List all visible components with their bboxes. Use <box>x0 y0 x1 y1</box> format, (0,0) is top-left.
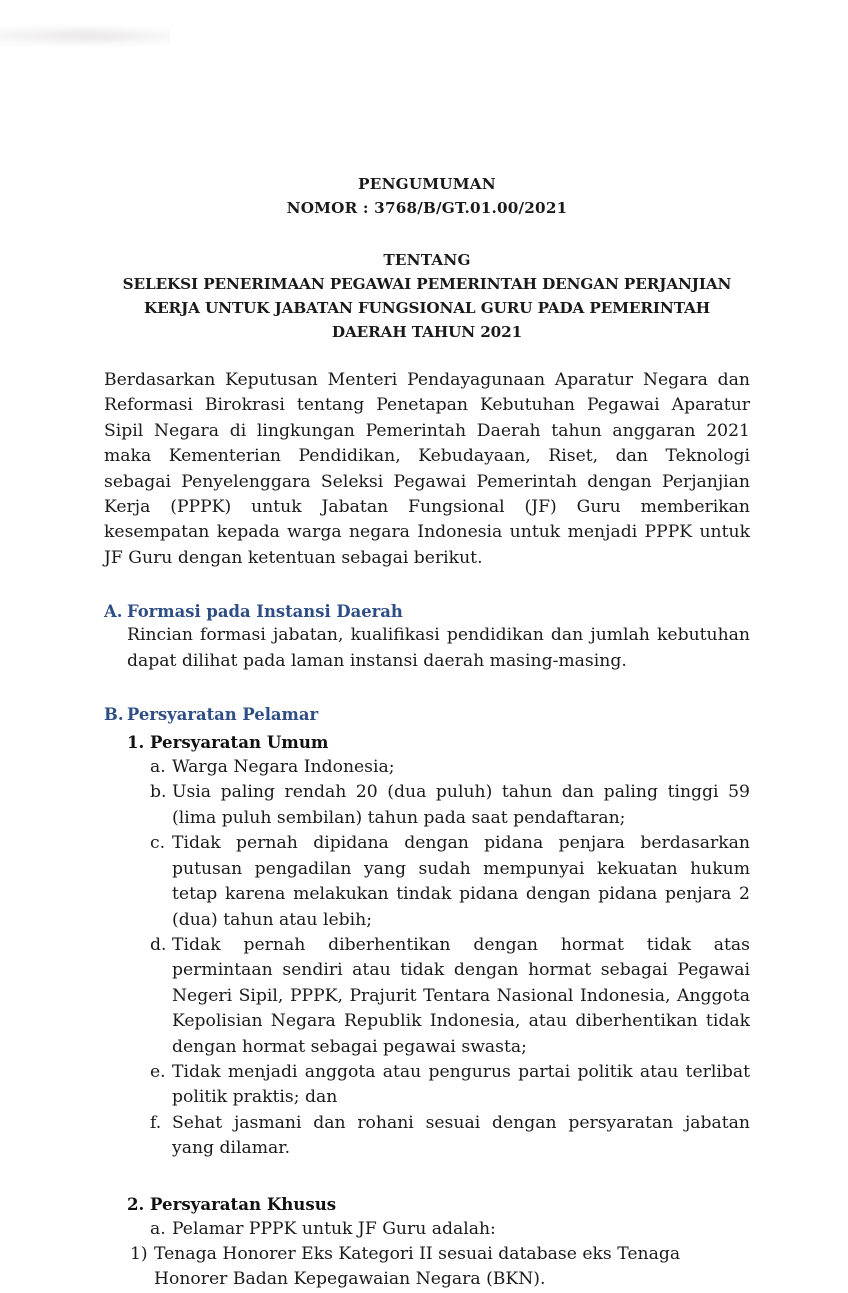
list-item <box>150 1111 750 1162</box>
announcement-number: NOMOR : 3768/B/GT.01.00/2021 <box>286 199 568 217</box>
list-text: Tidak pernah dipidana dengan pidana penjara berdasarkan putusan pengadilan yang sudah mempunyai kekuatan hukum tetap karena melakukan tindak pidana dengan pidana penjara 2 (dua) tahun atau lebih; <box>172 833 750 930</box>
list-marker: 1) <box>130 1243 148 1264</box>
subsection-b2-marker: 2. <box>127 1193 145 1214</box>
general-requirements-list <box>150 755 750 1162</box>
section-b-title: Persyaratan Pelamar <box>127 705 319 725</box>
subsection-b1-marker: 1. <box>127 732 145 753</box>
list-item <box>150 831 750 933</box>
document-content <box>104 0 750 1293</box>
list-text: Tenaga Honorer Eks Kategori II sesuai database eks Tenaga Honorer Badan Kepegawaian Negara (BKN). <box>154 1243 681 1290</box>
list-marker: d. <box>150 934 167 955</box>
special-requirements-list <box>150 1217 750 1242</box>
announcement-header <box>104 0 750 344</box>
section-spacer <box>104 1162 750 1188</box>
list-item <box>150 933 750 1060</box>
list-item <box>150 755 750 780</box>
list-text: Tidak pernah diberhentikan dengan hormat tidak atas permintaan sendiri atau tidak dengan hormat sebagai Pegawai Negeri Sipil, PPPK, Prajurit Tentara Nasional Indonesia, Anggota Kepolisian Negara Republik Indonesia, atau diberhentikan tidak dengan hormat sebagai pegawai swasta; <box>172 934 750 1057</box>
section-a <box>104 601 750 674</box>
list-item <box>150 780 750 831</box>
nested-list-holder <box>104 1242 750 1293</box>
list-item <box>150 1060 750 1111</box>
list-marker: a. <box>150 1218 166 1239</box>
intro-paragraph: Berdasarkan Keputusan Menteri Pendayagunaan Aparatur Negara dan Reformasi Birokrasi tentang Penetapan Kebutuhan Pegawai Aparatur Sipil Negara di lingkungan Pemerintah Daerah tahun anggaran 2021 maka Kementerian Pendidikan, Kebudayaan, Riset, dan Teknologi sebagai Penyelenggara Seleksi Pegawai Pemerintah dengan Perjanjian Kerja (PPPK) untuk Jabatan Fungsional (JF) Guru memberikan kesempatan kepada warga negara Indonesia untuk menjadi PPPK untuk JF Guru dengan ketentuan sebagai berikut. <box>104 370 750 568</box>
section-a-marker: A. <box>104 602 123 622</box>
list-marker: c. <box>150 833 166 854</box>
announcement-label: PENGUMUMAN <box>358 175 496 193</box>
section-a-heading <box>104 601 750 623</box>
list-marker: a. <box>150 757 166 778</box>
announcement-subject <box>104 272 750 344</box>
list-item <box>150 1217 750 1242</box>
section-b <box>104 704 750 1293</box>
about-label: TENTANG <box>383 251 471 269</box>
list-text: Pelamar PPPK untuk JF Guru adalah: <box>172 1218 496 1239</box>
list-marker: f. <box>150 1112 162 1133</box>
section-a-title: Formasi pada Instansi Daerah <box>127 602 403 622</box>
section-b-marker: B. <box>104 705 124 725</box>
list-text: Sehat jasmani dan rohani sesuai dengan persyaratan jabatan yang dilamar. <box>172 1112 750 1159</box>
subsection-b2-title: Persyaratan Khusus <box>150 1193 337 1214</box>
list-text: Tidak menjadi anggota atau pengurus partai politik atau terlibat politik praktis; dan <box>172 1061 750 1108</box>
subsection-b1-heading <box>127 730 750 754</box>
list-marker: b. <box>150 782 167 803</box>
list-item <box>130 1242 750 1293</box>
section-a-body: Rincian formasi jabatan, kualifikasi pendidikan dan jumlah kebutuhan dapat dilihat pada laman instansi daerah masing-masing. <box>127 625 750 671</box>
list-text: Usia paling rendah 20 (dua puluh) tahun dan paling tinggi 59 (lima puluh sembilan) tahun pada saat pendaftaran; <box>172 782 750 828</box>
subject-line-3: DAERAH TAHUN 2021 <box>331 323 523 341</box>
section-b-heading <box>104 704 750 726</box>
subsection-b2-heading <box>127 1192 750 1216</box>
subject-line-1: SELEKSI PENERIMAAN PEGAWAI PEMERINTAH DENGAN PERJANJIAN <box>122 275 732 293</box>
list-text: Warga Negara Indonesia; <box>172 757 395 778</box>
list-marker: e. <box>150 1061 166 1082</box>
subject-line-2: KERJA UNTUK JABATAN FUNGSIONAL GURU PADA PEMERINTAH <box>143 299 711 317</box>
subsection-b1-title: Persyaratan Umum <box>150 732 329 753</box>
special-requirements-sublist <box>130 1242 750 1293</box>
